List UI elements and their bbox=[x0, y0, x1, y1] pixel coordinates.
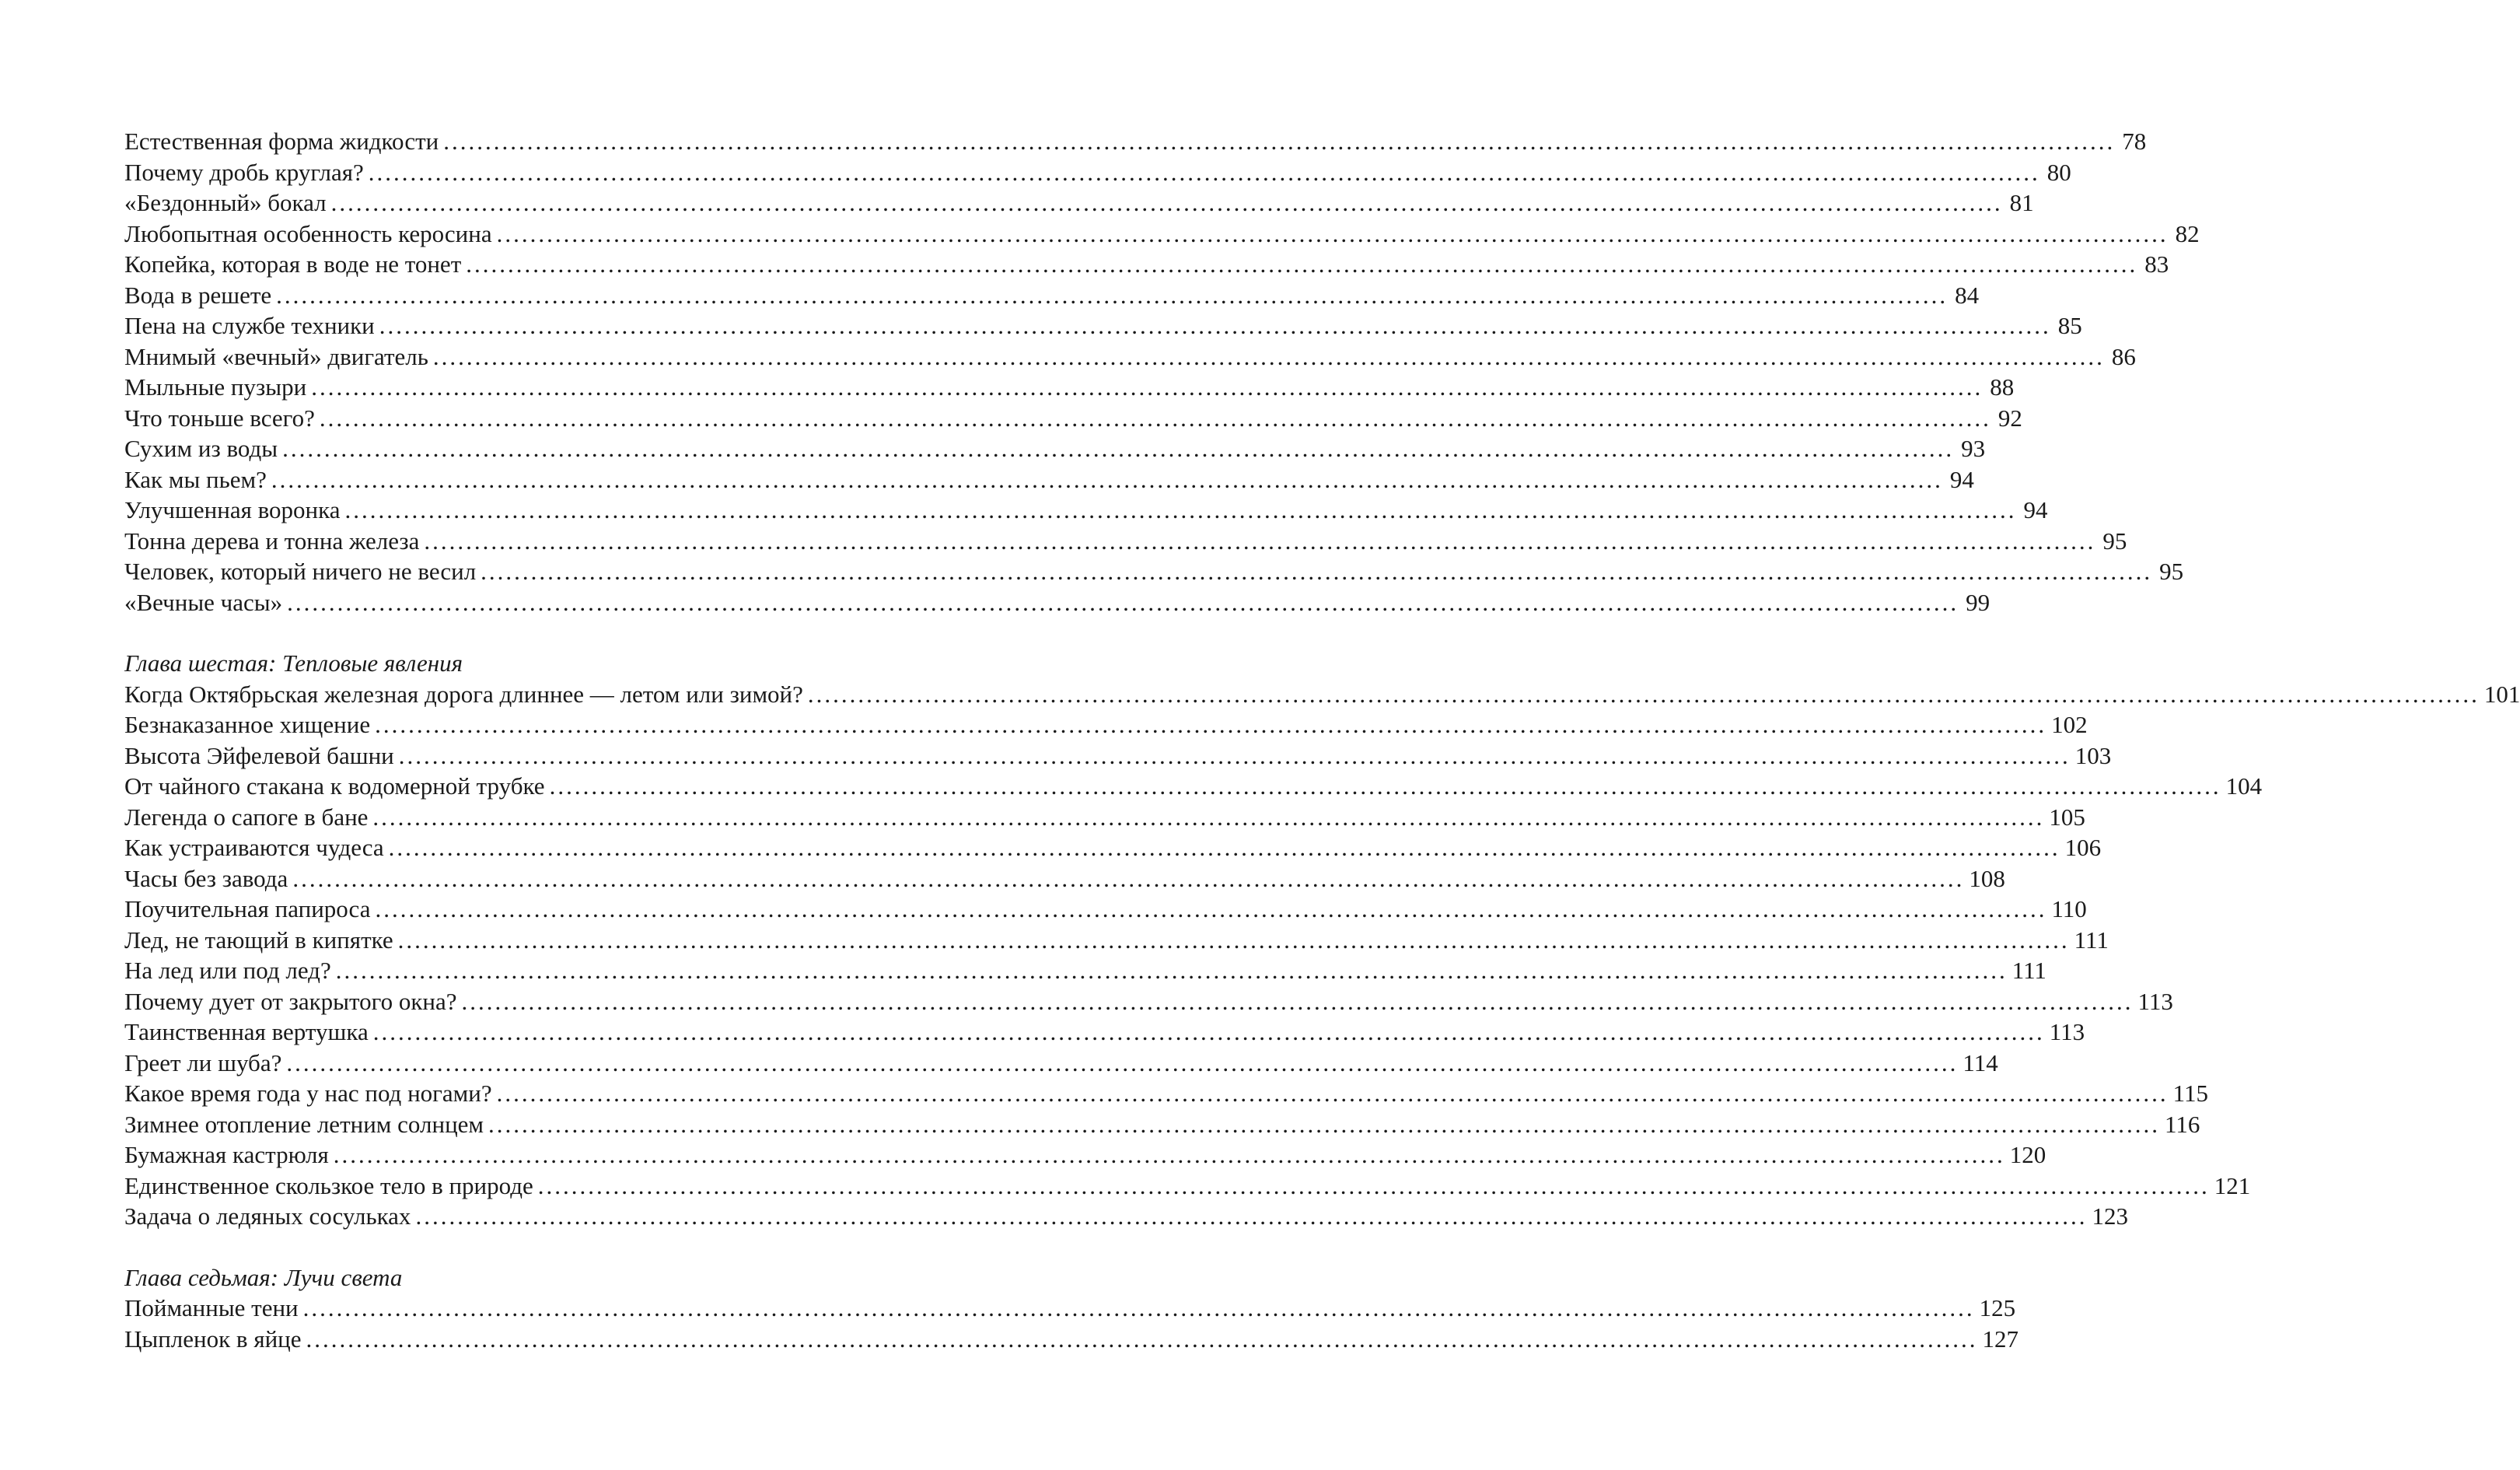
toc-entry[interactable] bbox=[124, 679, 2520, 710]
toc-entry-page: 121 bbox=[2214, 1171, 2251, 1199]
toc-entry-page: 103 bbox=[2074, 741, 2112, 769]
toc-entry-title: Как мы пьем? bbox=[124, 465, 267, 493]
dot-leader: ........................................................................................................................................................................................................ bbox=[302, 1294, 1975, 1321]
toc-entry[interactable] bbox=[124, 802, 2085, 833]
toc-entry-page: 115 bbox=[2172, 1080, 2208, 1107]
toc-entry-title: Тонна дерева и тонна железа bbox=[124, 527, 420, 555]
dot-leader: ........................................................................................................................................................................................................ bbox=[344, 496, 2017, 523]
dot-leader: ........................................................................................................................................................................................................ bbox=[496, 1080, 2169, 1107]
toc-entry-title: Бумажная кастрюля bbox=[124, 1141, 329, 1168]
dot-leader: ........................................................................................................................................................................................................ bbox=[292, 864, 1965, 892]
toc-entry-page: 81 bbox=[2009, 189, 2034, 216]
toc-entry-title: Высота Эйфелевой башни bbox=[124, 741, 394, 769]
toc-entry-page: 104 bbox=[2225, 772, 2263, 800]
toc-entry-title: На лед или под лед? bbox=[124, 957, 331, 984]
toc-entry-title: Греет ли шуба? bbox=[124, 1048, 282, 1076]
toc-entry[interactable] bbox=[124, 709, 2088, 740]
toc-entry-page: 93 bbox=[1961, 435, 1986, 462]
toc-entry-title: Почему дробь круглая? bbox=[124, 158, 364, 186]
toc-entry-page: 80 bbox=[2046, 158, 2071, 186]
toc-entry[interactable] bbox=[124, 1171, 2251, 1202]
dot-leader: ........................................................................................................................................................................................................ bbox=[807, 680, 2480, 708]
toc-entry[interactable] bbox=[124, 187, 2034, 219]
toc-entry-page: 85 bbox=[2057, 312, 2082, 339]
dot-leader: ........................................................................................................................................................................................................ bbox=[333, 1141, 2005, 1168]
toc-entry-title: «Бездонный» бокал bbox=[124, 189, 327, 216]
toc-entry-title: Любопытная особенность керосина bbox=[124, 219, 492, 247]
dot-leader: ........................................................................................................................................................................................................ bbox=[397, 926, 2070, 954]
toc-entry[interactable] bbox=[124, 1017, 2085, 1048]
toc-entry[interactable] bbox=[124, 771, 2263, 802]
dot-leader: ........................................................................................................................................................................................................ bbox=[287, 588, 1959, 616]
toc-entry-title: Пена на службе техники bbox=[124, 312, 375, 339]
dot-leader: ........................................................................................................................................................................................................ bbox=[415, 1202, 2088, 1230]
toc-entry-page: 84 bbox=[1955, 281, 1980, 309]
toc-entry-title: Пойманные тени bbox=[124, 1294, 299, 1321]
toc-entry[interactable] bbox=[124, 526, 2127, 557]
toc-entry-page: 82 bbox=[2175, 219, 2200, 247]
toc-entry-title: Поучительная папироса bbox=[124, 895, 371, 922]
dot-leader: ........................................................................................................................................................................................................ bbox=[424, 527, 2096, 555]
toc-entry-page: 120 bbox=[2009, 1141, 2046, 1168]
toc-entry-title: Таинственная вертушка bbox=[124, 1018, 369, 1045]
toc-entry-page: 113 bbox=[2137, 987, 2173, 1015]
toc-entry[interactable] bbox=[124, 740, 2112, 772]
dot-leader: ........................................................................................................................................................................................................ bbox=[286, 1048, 1959, 1076]
toc-entry[interactable] bbox=[124, 310, 2082, 341]
toc-section-continued bbox=[124, 126, 2200, 618]
toc-entry-page: 105 bbox=[2049, 803, 2085, 831]
toc-entry-title: Мнимый «вечный» двигатель bbox=[124, 342, 428, 370]
dot-leader: ........................................................................................................................................................................................................ bbox=[335, 957, 2008, 984]
dot-leader: ........................................................................................................................................................................................................ bbox=[368, 158, 2040, 186]
toc-entry-page: 106 bbox=[2064, 834, 2102, 861]
chapter-heading[interactable]: Глава шестая: Тепловые явления bbox=[124, 649, 463, 677]
toc-entry[interactable] bbox=[124, 955, 2046, 986]
toc-entry-page: 94 bbox=[1949, 465, 1974, 493]
dot-leader: ........................................................................................................................................................................................................ bbox=[379, 312, 2051, 339]
toc-entry[interactable] bbox=[124, 1078, 2208, 1109]
dot-leader: ........................................................................................................................................................................................................ bbox=[461, 987, 2134, 1015]
toc-entry[interactable] bbox=[124, 863, 2005, 894]
toc-entry-page: 125 bbox=[1979, 1294, 2016, 1321]
toc-entry[interactable] bbox=[124, 495, 2048, 526]
toc-entry-page: 114 bbox=[1963, 1048, 1998, 1076]
toc-entry-title: «Вечные часы» bbox=[124, 588, 283, 616]
toc-entry-title: Безнаказанное хищение bbox=[124, 711, 371, 738]
toc-entry-title: Какое время года у нас под ногами? bbox=[124, 1080, 492, 1107]
toc-entry-page: 99 bbox=[1966, 588, 1990, 616]
toc-entry-page: 92 bbox=[1997, 404, 2022, 432]
toc-section-chapter-6 bbox=[124, 648, 2520, 1232]
toc-entry-page: 110 bbox=[2051, 895, 2087, 922]
toc-entry-title: Что тоньше всего? bbox=[124, 404, 315, 432]
toc-entry-title: Вода в решете bbox=[124, 281, 272, 309]
dot-leader: ........................................................................................................................................................................................................ bbox=[319, 404, 1991, 432]
toc-entry-page: 78 bbox=[2122, 128, 2147, 155]
dot-leader: ........................................................................................................................................................................................................ bbox=[311, 373, 1983, 401]
toc-entry[interactable] bbox=[124, 126, 2147, 157]
dot-leader: ........................................................................................................................................................................................................ bbox=[466, 250, 2138, 278]
toc-entry[interactable] bbox=[124, 1048, 1998, 1079]
toc-entry-title: Мыльные пузыри bbox=[124, 373, 307, 401]
toc-entry-title: Естественная форма жидкости bbox=[124, 128, 439, 155]
dot-leader: ........................................................................................................................................................................................................ bbox=[330, 189, 2003, 216]
toc-entry[interactable] bbox=[124, 1109, 2200, 1140]
toc-entry-title: Часы без завода bbox=[124, 864, 288, 892]
toc-entry-title: Сухим из воды bbox=[124, 435, 278, 462]
toc-entry-page: 101 bbox=[2483, 680, 2520, 708]
dot-leader: ........................................................................................................................................................................................................ bbox=[372, 1018, 2045, 1045]
toc-entry[interactable] bbox=[124, 1293, 2016, 1324]
toc-entry[interactable] bbox=[124, 986, 2173, 1017]
toc-entry-title: Копейка, которая в воде не тонет bbox=[124, 250, 462, 278]
chapter-heading[interactable]: Глава седьмая: Лучи света bbox=[124, 1263, 403, 1291]
toc-entry-title: От чайного стакана к водомерной трубке bbox=[124, 772, 545, 800]
toc-entry[interactable] bbox=[124, 556, 2184, 587]
dot-leader: ........................................................................................................................................................................................................ bbox=[375, 711, 2047, 738]
toc-entry-title: Почему дует от закрытого окна? bbox=[124, 987, 457, 1015]
toc-entry-page: 111 bbox=[2074, 926, 2109, 954]
dot-leader: ........................................................................................................................................................................................................ bbox=[549, 772, 2221, 800]
toc-entry[interactable] bbox=[124, 341, 2136, 373]
table-of-contents bbox=[124, 126, 2520, 1354]
toc-entry-title: Улучшенная воронка bbox=[124, 496, 341, 523]
dot-leader: ........................................................................................................................................................................................................ bbox=[271, 465, 1943, 493]
toc-entry-page: 94 bbox=[2023, 496, 2048, 523]
toc-entry-title: Цыпленок в яйце bbox=[124, 1325, 302, 1353]
toc-entry[interactable] bbox=[124, 1324, 2019, 1355]
toc-entry-title: Лед, не тающий в кипятке bbox=[124, 926, 393, 954]
toc-entry-title: Легенда о сапоге в бане bbox=[124, 803, 369, 831]
toc-entry-title: Задача о ледяных сосульках bbox=[124, 1202, 411, 1230]
toc-entry[interactable] bbox=[124, 433, 1986, 464]
dot-leader: ........................................................................................................................................................................................................ bbox=[388, 834, 2060, 861]
toc-entry-page: 83 bbox=[2144, 250, 2169, 278]
toc-entry-title: Человек, который ничего не весил bbox=[124, 558, 477, 585]
toc-entry[interactable] bbox=[124, 219, 2200, 250]
toc-entry-page: 88 bbox=[1990, 373, 2015, 401]
dot-leader: ........................................................................................................................................................................................................ bbox=[537, 1171, 2210, 1199]
dot-leader: ........................................................................................................................................................................................................ bbox=[481, 558, 2153, 585]
toc-entry-page: 86 bbox=[2111, 342, 2136, 370]
dot-leader: ........................................................................................................................................................................................................ bbox=[372, 803, 2045, 831]
toc-entry-page: 108 bbox=[1969, 864, 2005, 892]
toc-entry[interactable] bbox=[124, 587, 1990, 618]
toc-entry-title: Единственное скользкое тело в природе bbox=[124, 1171, 533, 1199]
toc-entry-page: 95 bbox=[2159, 558, 2184, 585]
toc-entry[interactable] bbox=[124, 925, 2109, 956]
toc-entry[interactable] bbox=[124, 1201, 2128, 1232]
toc-entry-title: Зимнее отопление летним солнцем bbox=[124, 1110, 484, 1138]
toc-entry-title: Как устраиваются чудеса bbox=[124, 834, 384, 861]
toc-entry-page: 95 bbox=[2102, 527, 2127, 555]
dot-leader: ........................................................................................................................................................................................................ bbox=[306, 1325, 1978, 1353]
dot-leader: ........................................................................................................................................................................................................ bbox=[282, 435, 1955, 462]
dot-leader: ........................................................................................................................................................................................................ bbox=[432, 342, 2105, 370]
dot-leader: ........................................................................................................................................................................................................ bbox=[375, 895, 2047, 922]
toc-entry[interactable] bbox=[124, 157, 2071, 188]
toc-entry-page: 113 bbox=[2049, 1018, 2085, 1045]
toc-entry[interactable] bbox=[124, 464, 1974, 495]
toc-section-chapter-7 bbox=[124, 1262, 2019, 1355]
dot-leader: ........................................................................................................................................................................................................ bbox=[276, 281, 1949, 309]
toc-entry-page: 111 bbox=[2011, 957, 2046, 984]
toc-entry[interactable] bbox=[124, 372, 2015, 403]
dot-leader: ........................................................................................................................................................................................................ bbox=[443, 128, 2116, 155]
dot-leader: ........................................................................................................................................................................................................ bbox=[496, 219, 2169, 247]
toc-entry-title: Когда Октябрьская железная дорога длиннее — летом или зимой? bbox=[124, 680, 803, 708]
toc-entry-page: 116 bbox=[2165, 1110, 2200, 1138]
toc-entry-page: 102 bbox=[2051, 711, 2088, 738]
dot-leader: ........................................................................................................................................................................................................ bbox=[488, 1110, 2161, 1138]
toc-entry[interactable] bbox=[124, 403, 2022, 434]
toc-entry[interactable] bbox=[124, 894, 2087, 925]
toc-entry[interactable] bbox=[124, 249, 2169, 280]
toc-entry-page: 127 bbox=[1982, 1325, 2019, 1353]
toc-entry[interactable] bbox=[124, 832, 2102, 863]
toc-entry-page: 123 bbox=[2092, 1202, 2128, 1230]
dot-leader: ........................................................................................................................................................................................................ bbox=[398, 741, 2071, 769]
toc-entry[interactable] bbox=[124, 1139, 2046, 1171]
toc-entry[interactable] bbox=[124, 280, 1980, 311]
